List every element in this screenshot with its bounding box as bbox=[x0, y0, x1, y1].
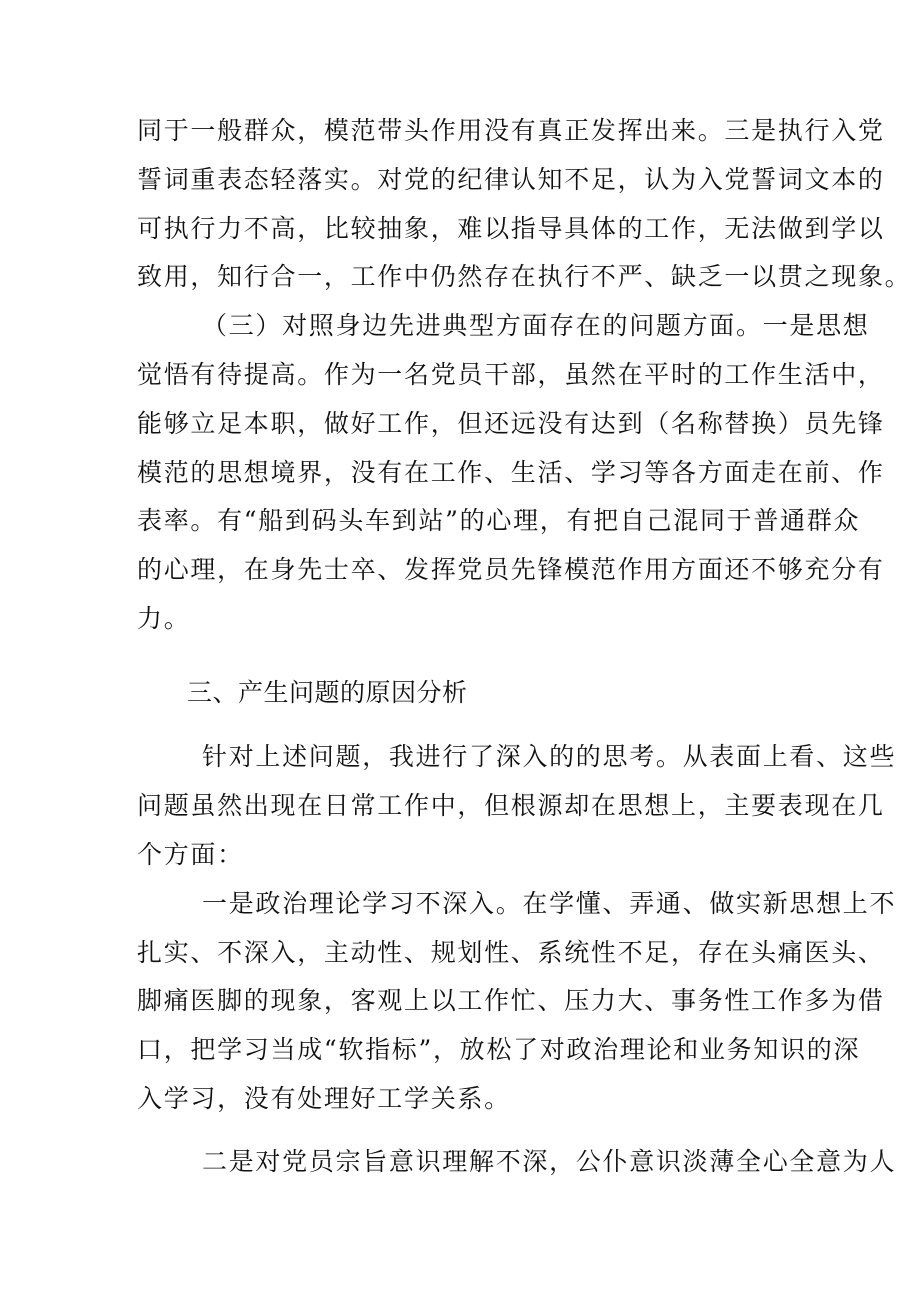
body-text-line: 入学习，没有处理好工学关系。 bbox=[137, 1084, 511, 1113]
body-text-line: 誓词重表态轻落实。对党的纪律认知不足，认为入党誓词文本的 bbox=[137, 165, 885, 194]
body-text-line: 一是政治理论学习不深入。在学懂、弄通、做实新思想上不 bbox=[202, 889, 897, 918]
body-text-line: 致用，知行合一，工作中仍然存在执行不严、缺乏一以贯之现象。 bbox=[137, 262, 912, 291]
body-text-line: 同于一般群众，模范带头作用没有真正发挥出来。三是执行入党 bbox=[137, 116, 885, 145]
body-text-line: 二是对党员宗旨意识理解不深，公仆意识淡薄全心全意为人 bbox=[202, 1147, 897, 1176]
body-text-line: 可执行力不高，比较抽象，难以指导具体的工作，无法做到学以 bbox=[137, 214, 885, 243]
section-subheading-line: （三）对照身边先进典型方面存在的问题方面。一是思想 bbox=[202, 311, 870, 340]
body-text-line: 表率。有“船到码头车到站”的心理，有把自己混同于普通群众 bbox=[137, 506, 861, 535]
body-text-line: 扎实、不深入，主动性、规划性、系统性不足，存在头痛医头、 bbox=[137, 938, 885, 967]
body-text-line: 的心理，在身先士卒、发挥党员先锋模范作用方面还不够充分有 bbox=[137, 555, 885, 584]
body-text-line: 针对上述问题，我进行了深入的的思考。从表面上看、这些 bbox=[202, 742, 897, 771]
body-text-line: 问题虽然出现在日常工作中，但根源却在思想上，主要表现在几 bbox=[137, 791, 885, 820]
body-text-line: 脚痛医脚的现象，客观上以工作忙、压力大、事务性工作多为借 bbox=[137, 986, 885, 1015]
body-text-line: 觉悟有待提高。作为一名党员干部，虽然在平时的工作生活中， bbox=[137, 360, 885, 389]
body-text-line: 口，把学习当成“软指标”，放松了对政治理论和业务知识的深 bbox=[137, 1035, 861, 1064]
body-text-line: 能够立足本职，做好工作，但还远没有达到（名称替换）员先锋 bbox=[137, 409, 885, 438]
section-heading: 三、产生问题的原因分析 bbox=[187, 678, 468, 707]
body-text-line: 力。 bbox=[137, 604, 191, 633]
body-text-line: 个方面： bbox=[137, 840, 244, 869]
body-text-line: 模范的思想境界，没有在工作、生活、学习等各方面走在前、作 bbox=[137, 458, 885, 487]
